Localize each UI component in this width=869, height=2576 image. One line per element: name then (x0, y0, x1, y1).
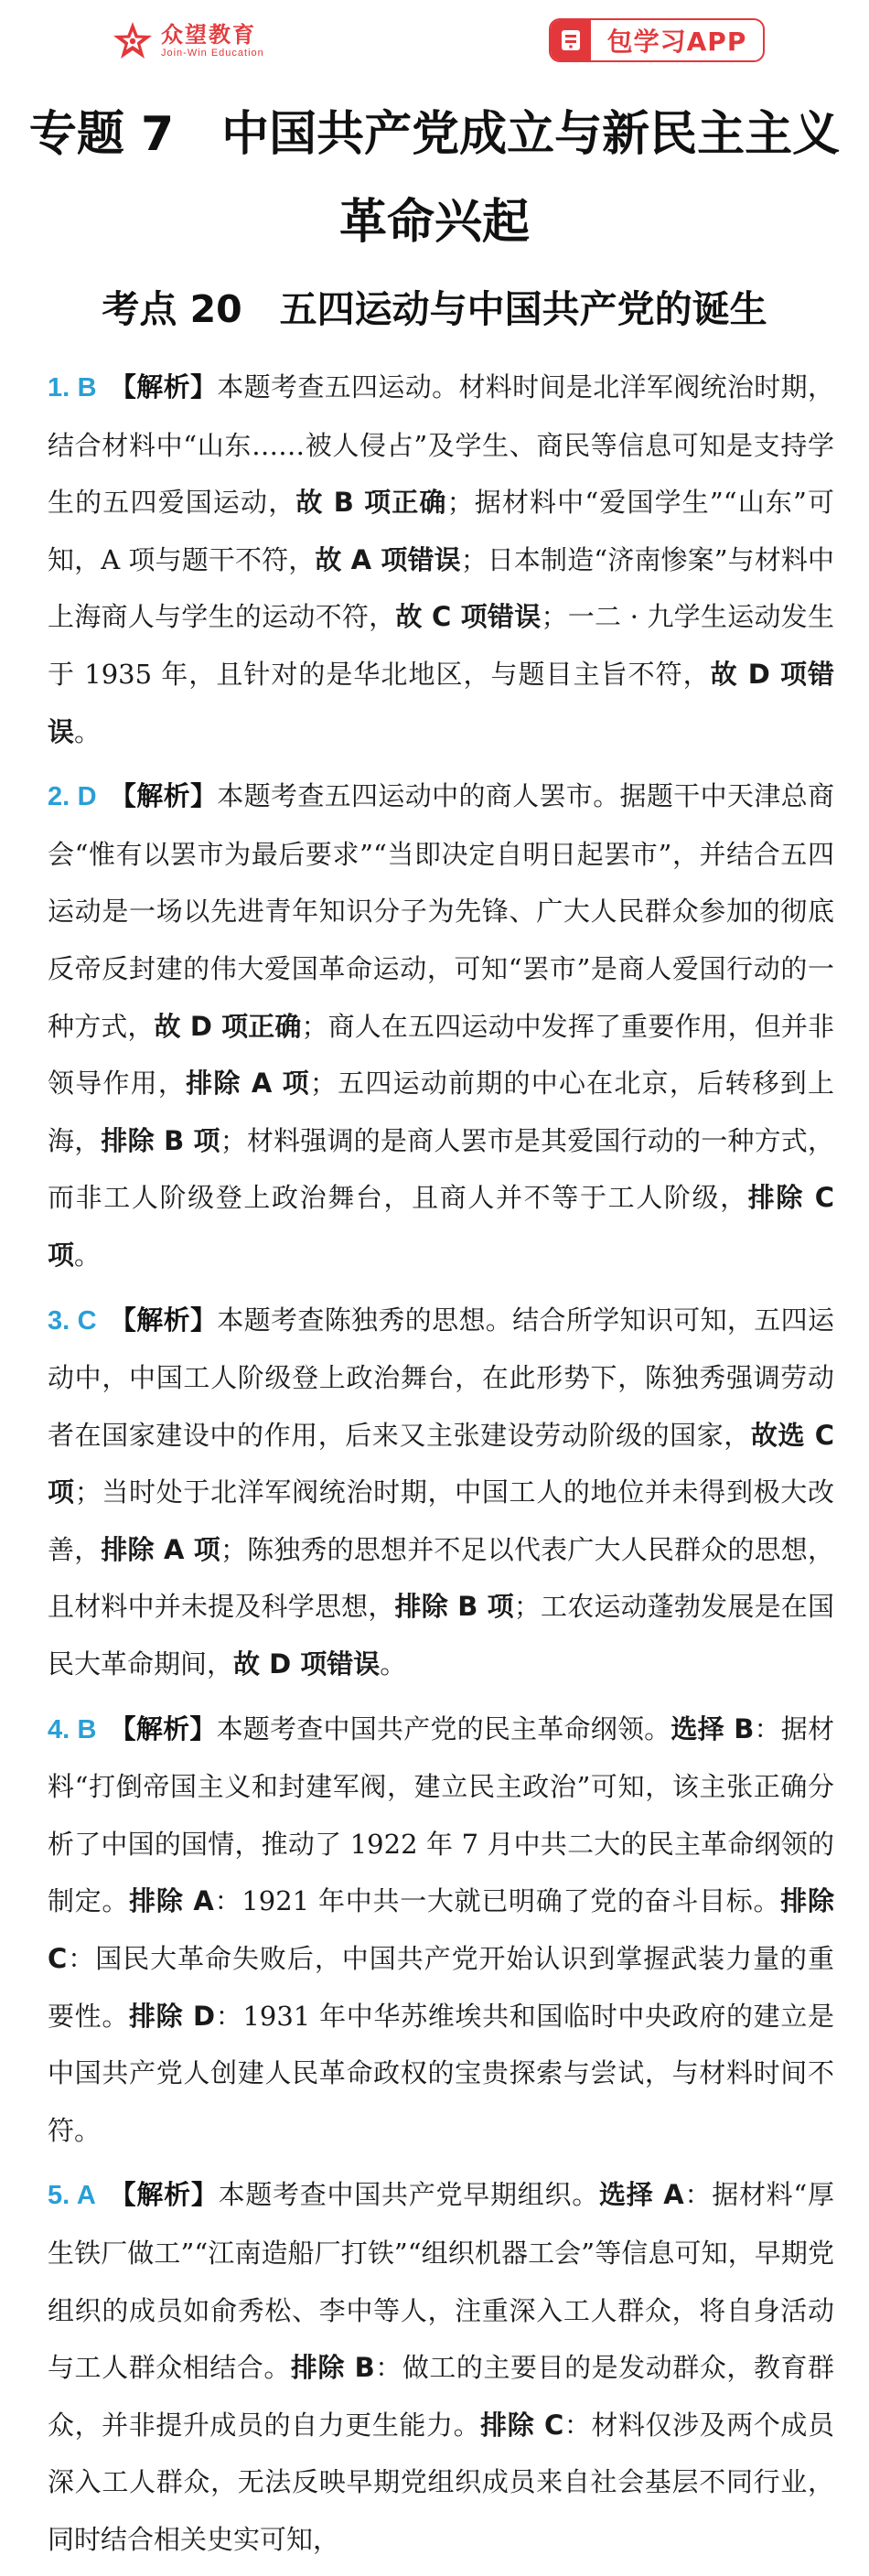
answer-verdict: 故 A 项错误 (315, 543, 461, 575)
answer-verdict: 排除 A 项 (186, 1068, 310, 1100)
answer-text: ；陈独秀的思想并不足以代表广大人民群众的思想，且材料中并未提及科学思想， (48, 1533, 834, 1623)
app-book-icon (551, 20, 591, 60)
answer-verdict: 选择 B (671, 1712, 755, 1744)
answer-number: 5. A (48, 2181, 96, 2211)
answer-text: 本题考查中国共产党早期组织。 (218, 2179, 599, 2211)
answer-text: ；当时处于北洋军阀统治时期，中国工人的地位并未得到极大改善， (48, 1476, 834, 1565)
answer-verdict: 故 B 项正确 (295, 487, 447, 519)
answer-text: ：据材料“厚生铁厂做工”“江南造船厂打铁”“组织机器工会”等信息可知，早期党组织的成员如俞秀松、李中等人，注重深入工人群众，将自身活动与工人群众相结合。 (48, 2179, 834, 2384)
page-title: 专题 7 中国共产党成立与新民主主义 (28, 107, 841, 162)
answer-text: ：1921 年中共一大就已明确了党的奋斗目标。 (213, 1885, 781, 1917)
header (0, 0, 869, 82)
analysis-tag: 【解析】 (109, 1304, 218, 1336)
answer-number: 2. D (48, 782, 97, 812)
app-label: 包学习APP (606, 27, 747, 57)
answer-text: 。 (380, 1648, 407, 1680)
answer-list (48, 359, 834, 2576)
page-title-continued: 革命兴起 (338, 195, 530, 250)
app-badge[interactable] (549, 18, 765, 62)
analysis-tag: 【解析】 (109, 1712, 217, 1744)
answer-text: ；工农运动蓬勃发展是在国民大革命期间， (48, 1591, 834, 1680)
analysis-tag: 【解析】 (109, 371, 218, 402)
answer-verdict: 排除 D (128, 2000, 216, 2032)
answer-verdict: 排除 C (480, 2409, 564, 2441)
answer-item (48, 359, 834, 760)
answer-verdict: 故 D 项错误 (48, 658, 834, 747)
answer-verdict: 排除 B (290, 2352, 375, 2384)
answer-verdict: 排除 B 项 (394, 1591, 514, 1623)
section-subtitle: 考点 20 五四运动与中国共产党的诞生 (102, 287, 767, 331)
answer-text: ：材料仅涉及两个成员深入工人群众，无法反映早期党组织成员来自社会基层不同行业，同时结合相关史实可知， (48, 2409, 834, 2555)
answer-verdict: 排除 A 项 (101, 1533, 220, 1565)
answer-text: ：据材料“打倒帝国主义和封建军阀，建立民主政治”可知，该主张正确分析了中国的国情，推动了 1922 年 7 月中共二大的民主革命纲领的制定。 (48, 1712, 834, 1917)
answer-item (48, 1701, 834, 2160)
answer-text: 。 (74, 715, 102, 747)
answer-text: ：做工的主要目的是发动群众，教育群众，并非提升成员的自力更生能力。 (48, 2352, 834, 2441)
analysis-tag: 【解析】 (108, 2179, 219, 2211)
answer-item (48, 1292, 834, 1693)
answer-verdict: 选择 A (598, 2179, 684, 2211)
answer-number: 1. B (48, 373, 97, 402)
star-logo-icon (112, 20, 154, 62)
answer-text: 本题考查五四运动中的商人罢市。据题干中天津总商会“惟有以罢市为最后要求”“当即决定自明日起罢市”，并结合五四运动是一场以先进青年知识分子为先锋、广大人民群众参加的彻底反帝反封建的伟大爱国革命运动，可知“罢市”是商人爱国行动的一种方式， (48, 780, 834, 1042)
analysis-tag: 【解析】 (109, 780, 218, 812)
answer-text: ；日本制造“济南惨案”与材料中上海商人与学生的运动不符， (48, 543, 834, 633)
answer-item (48, 767, 834, 1283)
answer-verdict: 故 D 项正确 (154, 1010, 302, 1042)
answer-verdict: 排除 C 项 (48, 1182, 834, 1271)
answer-text: 本题考查中国共产党的民主革命纲领。 (216, 1712, 671, 1744)
answer-text: ；商人在五四运动中发挥了重要作用，但并非领导作用， (48, 1010, 834, 1100)
answer-text: ；五四运动前期的中心在北京，后转移到上海， (48, 1068, 834, 1156)
answer-verdict: 故选 C 项 (48, 1419, 834, 1508)
answer-number: 4. B (48, 1714, 97, 1744)
answer-text: 本题考查陈独秀的思想。结合所学知识可知，五四运动中，中国工人阶级登上政治舞台，在此形势下，陈独秀强调劳动者在国家建设中的作用，后来又主张建设劳动阶级的国家， (48, 1304, 834, 1451)
logo-english-name: Join-Win Education (161, 48, 264, 59)
answer-verdict: 排除 A (129, 1885, 214, 1917)
answer-text: ：1931 年中华苏维埃共和国临时中央政府的建立是中国共产党人创建人民革命政权的宝贵探索与尝试，与材料时间不符。 (48, 2000, 834, 2146)
answer-text: 本题考查五四运动。材料时间是北洋军阀统治时期，结合材料中“山东……被人侵占”及学生、商民等信息可知是支持学生的五四爱国运动， (48, 371, 834, 519)
answer-text: ：国民大革命失败后，中国共产党开始认识到掌握武装力量的重要性。 (48, 1943, 834, 2032)
answer-verdict: 故 C 项错误 (395, 601, 542, 633)
answer-verdict: 故 D 项错误 (233, 1648, 381, 1680)
answer-item (48, 2166, 834, 2568)
answer-text: 。 (74, 1239, 102, 1271)
answer-verdict: 排除 C (48, 1885, 834, 1975)
answer-text: ；材料强调的是商人罢市是其爱国行动的一种方式，而非工人阶级登上政治舞台，且商人并不等于工人阶级， (48, 1124, 834, 1214)
answer-text: ；一二 · 九学生运动发生于 1935 年，且针对的是华北地区，与题目主旨不符， (48, 601, 834, 690)
answer-text: ；据材料中“爱国学生”“山东”可知，A 项与题干不符， (48, 487, 834, 575)
answer-number: 3. C (48, 1305, 97, 1336)
answer-verdict: 排除 B 项 (101, 1124, 220, 1156)
brand-logo (112, 16, 264, 66)
logo-chinese-name: 众望教育 (161, 22, 256, 48)
